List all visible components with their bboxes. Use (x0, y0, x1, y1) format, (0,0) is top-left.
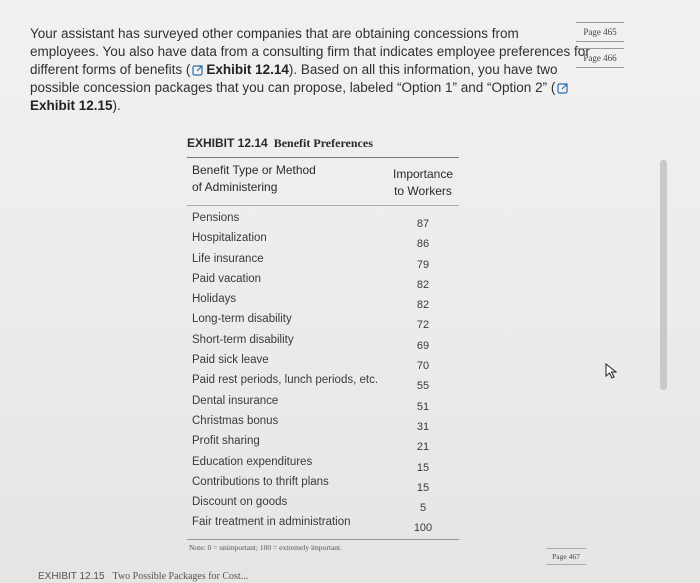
exhibit-12-14-label: Exhibit 12.14 (206, 62, 289, 77)
column-header-line: Importance (392, 167, 454, 181)
importance-value: 82 (416, 278, 430, 291)
column-header-line: to Workers (394, 184, 452, 198)
importance-value: 15 (416, 481, 430, 494)
exhibit-title (187, 136, 459, 158)
benefit-label: Discount on goods (192, 496, 288, 509)
table-row (187, 253, 459, 273)
benefit-label: Life insurance (192, 252, 264, 265)
importance-value: 69 (416, 339, 430, 352)
importance-value: 70 (416, 360, 430, 373)
table-body (187, 212, 459, 537)
importance-value: 100 (413, 522, 433, 535)
table-row (187, 476, 459, 496)
page-marker-465: Page 465 (576, 22, 624, 42)
benefit-label: Profit sharing (192, 435, 260, 448)
intro-paragraph (30, 25, 590, 115)
importance-value: 82 (416, 299, 430, 312)
page-marker-467: Page 467 (546, 548, 586, 565)
importance-value: 79 (416, 258, 430, 271)
benefit-label: Pensions (192, 212, 240, 224)
intro-text-3: ). (112, 98, 121, 113)
exhibit-12-14-link[interactable] (190, 62, 289, 77)
next-exhibit-title: Two Possible Packages for Cost... (112, 571, 249, 582)
benefit-label: Dental insurance (192, 394, 279, 407)
exhibit-number: EXHIBIT 12.14 (187, 136, 268, 150)
table-row (187, 313, 459, 333)
benefit-label: Fair treatment in administration (192, 516, 351, 529)
exhibit-name: Benefit Preferences (273, 136, 373, 150)
benefit-label: Paid sick leave (192, 354, 269, 367)
mouse-cursor-icon (605, 363, 619, 379)
table-row (187, 395, 459, 415)
table-note: Note: 0 = unimportant; 100 = extremely important. (187, 539, 459, 552)
table-row (187, 293, 459, 313)
table-row (187, 456, 459, 476)
page-marker-466: Page 466 (576, 48, 624, 68)
importance-value: 72 (416, 319, 430, 332)
importance-value: 87 (416, 218, 430, 230)
benefit-label: Education expenditures (192, 455, 313, 468)
table-row (187, 516, 459, 536)
intro-text-2: ). Based on all this information, you have two possible concession packages that you can propose, labeled “Option 1” and “Option 2” ( (30, 62, 558, 95)
next-exhibit-caption (38, 571, 248, 582)
benefit-label: Contributions to thrift plans (192, 475, 329, 488)
importance-value: 21 (416, 441, 430, 454)
table-row (187, 334, 459, 354)
scrollbar[interactable] (660, 160, 667, 390)
table-row (187, 212, 459, 232)
benefit-label: Hospitalization (192, 232, 267, 245)
table-row (187, 354, 459, 374)
table-row (187, 374, 459, 394)
benefit-label: Paid vacation (192, 272, 262, 285)
column-header-benefit-type (187, 162, 342, 200)
importance-value: 55 (416, 380, 430, 393)
importance-value: 5 (419, 502, 427, 515)
column-header-line: Benefit Type or Method (192, 163, 316, 177)
next-exhibit-number: EXHIBIT 12.15 (38, 571, 105, 582)
importance-value: 15 (416, 461, 430, 474)
column-header-line: of Administering (192, 180, 278, 194)
benefit-label: Long-term disability (192, 313, 292, 326)
table-row (187, 415, 459, 435)
benefit-label: Short-term disability (192, 333, 294, 346)
importance-value: 51 (416, 400, 430, 413)
table-row (187, 232, 459, 252)
external-link-icon (557, 82, 569, 94)
external-link-icon (192, 64, 204, 76)
benefit-label: Paid rest periods, lunch periods, etc. (192, 374, 379, 387)
exhibit-12-14 (187, 136, 459, 552)
table-row (187, 435, 459, 455)
table-row (187, 273, 459, 293)
table-row (187, 496, 459, 516)
column-header-importance (387, 162, 459, 200)
importance-value: 86 (416, 238, 430, 251)
table-header (187, 162, 459, 206)
intro-text-1: Your assistant has surveyed other companies that are obtaining concessions from employees. You also have data from a consulting firm that indicates employee preferences for different forms of benefits ( (30, 26, 590, 77)
benefit-label: Christmas bonus (192, 414, 279, 427)
exhibit-12-15-label: Exhibit 12.15 (30, 98, 113, 113)
benefit-label: Holidays (192, 293, 237, 306)
importance-value: 31 (416, 420, 430, 433)
